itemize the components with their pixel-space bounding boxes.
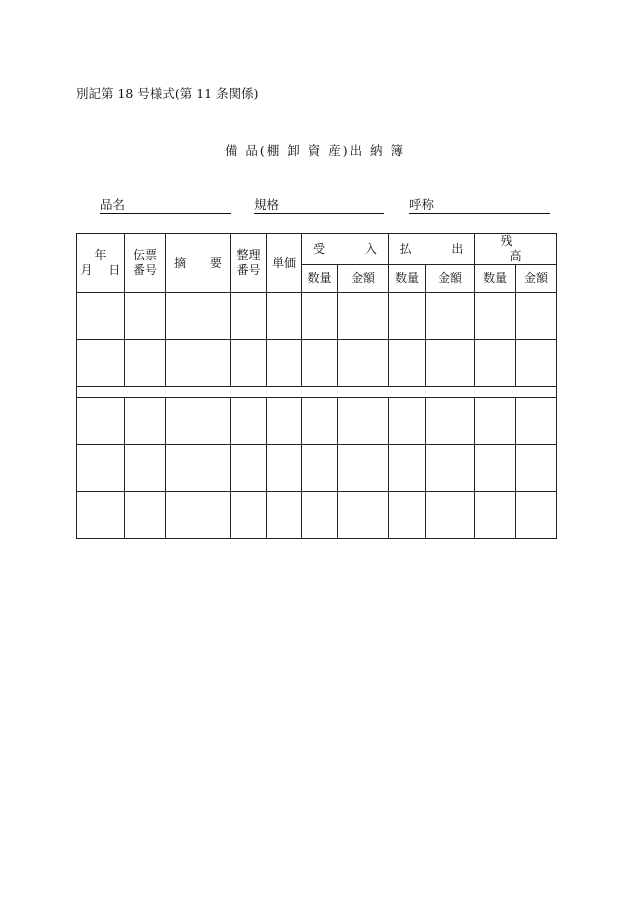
separator-row [77, 387, 557, 398]
call-name-label: 呼称 [409, 197, 435, 212]
payment-quantity-header: 数量 [389, 265, 426, 293]
table-cell[interactable] [516, 398, 557, 445]
table-row [77, 445, 557, 492]
table-cell[interactable] [475, 445, 516, 492]
header-payment-label: 払 出 [399, 241, 482, 256]
table-cell[interactable] [302, 398, 338, 445]
header-summary-label: 摘 要 [174, 255, 232, 270]
table-cell[interactable] [516, 445, 557, 492]
form-reference: 別記第 18 号様式(第 11 条関係) [76, 86, 259, 101]
table-cell[interactable] [426, 492, 475, 539]
header-payment [389, 234, 482, 265]
table-cell[interactable] [166, 340, 231, 387]
header-unit-price: 単価 [267, 234, 302, 293]
header-ref [231, 234, 267, 293]
table-cell[interactable] [338, 293, 389, 340]
table-cell[interactable] [267, 293, 302, 340]
header-voucher [125, 234, 166, 293]
table-cell[interactable] [338, 492, 389, 539]
table-cell[interactable] [231, 398, 267, 445]
table-row [77, 293, 557, 340]
table-cell[interactable] [77, 445, 125, 492]
receipt-amount-header: 金額 [338, 265, 389, 293]
table-cell[interactable] [166, 398, 231, 445]
table-cell[interactable] [516, 293, 557, 340]
table-cell[interactable] [267, 492, 302, 539]
table-cell[interactable] [302, 340, 338, 387]
header-balance-label: 残 高 [500, 234, 540, 263]
table-cell[interactable] [426, 445, 475, 492]
table-cell[interactable] [338, 398, 389, 445]
table-cell[interactable] [77, 340, 125, 387]
header-date-year: 年 [94, 248, 107, 262]
header-ref-line2: 番号 [236, 263, 261, 277]
header-row-1 [77, 234, 557, 265]
table-row [77, 492, 557, 539]
header-receipt [302, 234, 395, 265]
table-cell[interactable] [267, 340, 302, 387]
ledger-table [76, 233, 557, 539]
header-summary [166, 234, 231, 293]
table-cell[interactable] [125, 492, 166, 539]
document-title: 備 品(棚 卸 資 産)出 納 簿 [224, 143, 406, 158]
table-cell[interactable] [389, 293, 426, 340]
table-cell[interactable] [389, 492, 426, 539]
table-cell[interactable] [426, 398, 475, 445]
call-name-field[interactable] [409, 197, 550, 214]
table-cell[interactable] [77, 293, 125, 340]
table-cell[interactable] [426, 340, 475, 387]
table-cell[interactable] [77, 492, 125, 539]
header-balance [475, 234, 557, 265]
spec-label: 規格 [254, 197, 280, 212]
table-cell[interactable] [426, 293, 475, 340]
table-cell[interactable] [302, 293, 338, 340]
table-row [77, 398, 557, 445]
table-cell[interactable] [166, 445, 231, 492]
table-cell[interactable] [302, 492, 338, 539]
table-cell[interactable] [475, 293, 516, 340]
receipt-quantity-header: 数量 [302, 265, 338, 293]
balance-quantity-header: 数量 [475, 265, 516, 293]
table-cell[interactable] [125, 340, 166, 387]
table-cell[interactable] [475, 340, 516, 387]
table-cell[interactable] [231, 445, 267, 492]
table-cell[interactable] [475, 492, 516, 539]
table-row [77, 340, 557, 387]
table-cell[interactable] [389, 398, 426, 445]
table-cell[interactable] [338, 445, 389, 492]
table-cell[interactable] [267, 398, 302, 445]
header-date [77, 234, 125, 293]
table-cell[interactable] [231, 293, 267, 340]
table-cell[interactable] [516, 492, 557, 539]
header-voucher-line2: 番号 [132, 263, 157, 277]
table-cell[interactable] [231, 492, 267, 539]
table-cell[interactable] [389, 445, 426, 492]
table-cell[interactable] [125, 398, 166, 445]
header-voucher-line1: 伝票 [132, 248, 157, 262]
item-name-field[interactable] [100, 197, 231, 214]
header-receipt-label: 受 入 [313, 241, 395, 256]
spec-field[interactable] [254, 197, 384, 214]
table-cell[interactable] [166, 492, 231, 539]
table-cell[interactable] [516, 340, 557, 387]
item-name-label: 品名 [100, 197, 126, 212]
header-ref-line1: 整理 [236, 248, 261, 262]
table-cell[interactable] [125, 293, 166, 340]
separator-cell [77, 387, 557, 398]
table-cell[interactable] [338, 340, 389, 387]
table-cell[interactable] [77, 398, 125, 445]
table-cell[interactable] [125, 445, 166, 492]
table-cell[interactable] [389, 340, 426, 387]
header-date-monthday: 月 日 [80, 263, 127, 277]
table-cell[interactable] [267, 445, 302, 492]
payment-amount-header: 金額 [426, 265, 475, 293]
balance-amount-header: 金額 [516, 265, 557, 293]
table-cell[interactable] [231, 340, 267, 387]
table-cell[interactable] [475, 398, 516, 445]
table-cell[interactable] [302, 445, 338, 492]
table-cell[interactable] [166, 293, 231, 340]
